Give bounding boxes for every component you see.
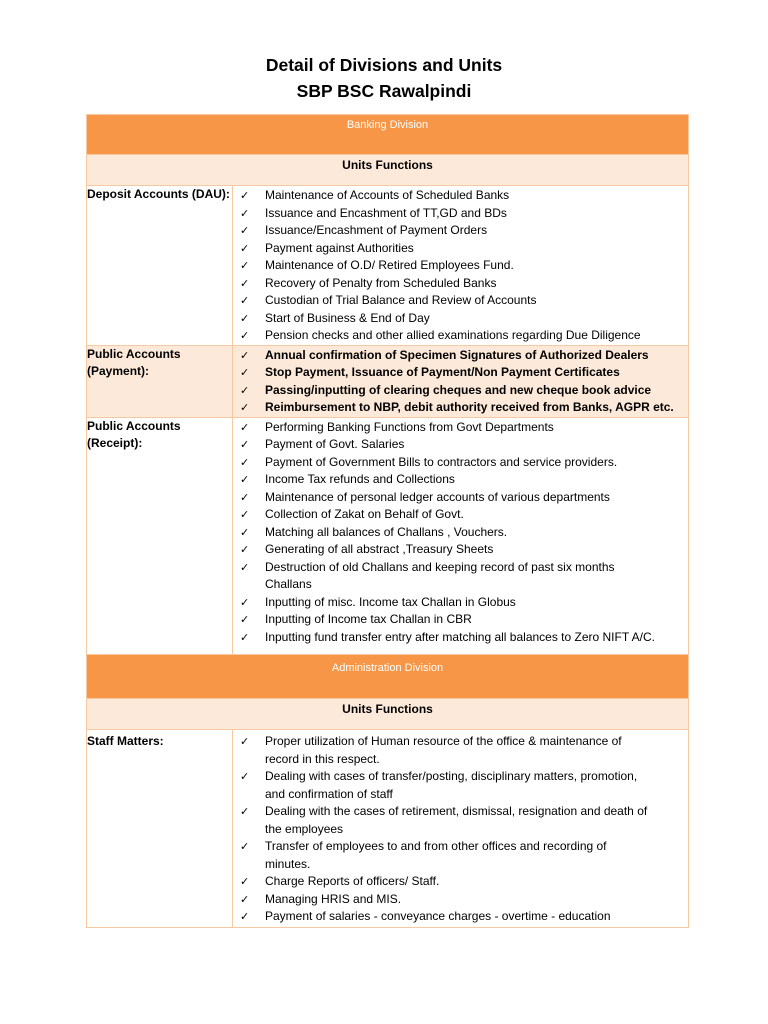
banking-units-functions-heading: Units Functions (87, 155, 689, 186)
function-item: ✓ Maintenance of personal ledger accounts of various departments (233, 489, 688, 507)
function-item: ✓ Proper utilization of Human resource of the office & maintenance of record in this respect. (233, 733, 652, 768)
divisions-table (86, 114, 689, 928)
function-item: ✓ Matching all balances of Challans , Vouchers. (233, 524, 688, 542)
unit-row-public-accounts-receipt (87, 417, 689, 655)
administration-units-functions-row (87, 699, 689, 730)
function-item: ✓ Collection of Zakat on Behalf of Govt. (233, 506, 688, 524)
function-item: ✓ Income Tax refunds and Collections (233, 471, 688, 489)
banking-units-functions-row (87, 155, 689, 186)
unit-label-deposit-accounts: Deposit Accounts (DAU): (87, 186, 233, 346)
function-item: ✓ Payment of Govt. Salaries (233, 436, 688, 454)
function-item: ✓ Issuance and Encashment of TT,GD and BDs (233, 205, 688, 223)
function-item: ✓ Inputting fund transfer entry after matching all balances to Zero NIFT A/C. (233, 629, 688, 647)
function-item: ✓ Payment against Authorities (233, 240, 688, 258)
function-item: ✓ Reimbursement to NBP, debit authority received from Banks, AGPR etc. (233, 399, 688, 417)
function-item: ✓ Maintenance of Accounts of Scheduled Banks (233, 187, 688, 205)
unit-row-deposit-accounts (87, 186, 689, 346)
function-item: ✓ Payment of salaries - conveyance charges - overtime - education (233, 908, 652, 926)
page-title: Detail of Divisions and Units (265, 55, 503, 75)
function-item: ✓ Managing HRIS and MIS. (233, 891, 652, 909)
administration-division-header-row (87, 655, 689, 699)
unit-label-public-accounts-payment: Public Accounts (Payment): (87, 345, 233, 417)
function-item: ✓ Stop Payment, Issuance of Payment/Non Payment Certificates (233, 364, 688, 382)
function-item: ✓ Passing/inputting of clearing cheques and new cheque book advice (233, 382, 688, 400)
administration-division-heading: Administration Division (87, 655, 689, 699)
banking-division-heading: Banking Division (87, 115, 689, 155)
function-item: ✓ Maintenance of O.D/ Retired Employees Fund. (233, 257, 688, 275)
function-item: ✓ Pension checks and other allied examinations regarding Due Diligence (233, 327, 688, 345)
unit-row-staff-matters (87, 730, 689, 928)
unit-functions-staff-matters (233, 730, 689, 928)
administration-units-functions-heading: Units Functions (87, 699, 689, 730)
unit-functions-deposit-accounts (233, 186, 689, 346)
function-item: ✓ Start of Business & End of Day (233, 310, 688, 328)
function-item: ✓ Transfer of employees to and from other offices and recording of minutes. (233, 838, 652, 873)
unit-functions-public-accounts-payment (233, 345, 689, 417)
function-item: ✓ Inputting of misc. Income tax Challan in Globus (233, 594, 688, 612)
unit-functions-public-accounts-receipt (233, 417, 689, 655)
unit-label-staff-matters: Staff Matters: (87, 730, 233, 928)
function-item: ✓ Custodian of Trial Balance and Review of Accounts (233, 292, 688, 310)
function-item: ✓ Destruction of old Challans and keeping record of past six months Challans (233, 559, 688, 594)
function-item: ✓ Inputting of Income tax Challan in CBR (233, 611, 688, 629)
function-item: ✓ Dealing with the cases of retirement, dismissal, resignation and death of the employees (233, 803, 652, 838)
unit-label-public-accounts-receipt: Public Accounts (Receipt): (87, 417, 233, 655)
function-item: ✓ Charge Reports of officers/ Staff. (233, 873, 652, 891)
function-item: ✓ Annual confirmation of Specimen Signatures of Authorized Dealers (233, 347, 688, 365)
function-item: ✓ Payment of Government Bills to contractors and service providers. (233, 454, 688, 472)
unit-row-public-accounts-payment (87, 345, 689, 417)
function-item: ✓ Issuance/Encashment of Payment Orders (233, 222, 688, 240)
function-item: ✓ Recovery of Penalty from Scheduled Banks (233, 275, 688, 293)
function-item: ✓ Generating of all abstract ,Treasury Sheets (233, 541, 688, 559)
function-item: ✓ Performing Banking Functions from Govt Departments (233, 419, 688, 437)
page-subtitle: SBP BSC Rawalpindi (296, 81, 472, 101)
function-item: ✓ Dealing with cases of transfer/posting, disciplinary matters, promotion, and confirmation of staff (233, 768, 652, 803)
banking-division-header-row (87, 115, 689, 155)
